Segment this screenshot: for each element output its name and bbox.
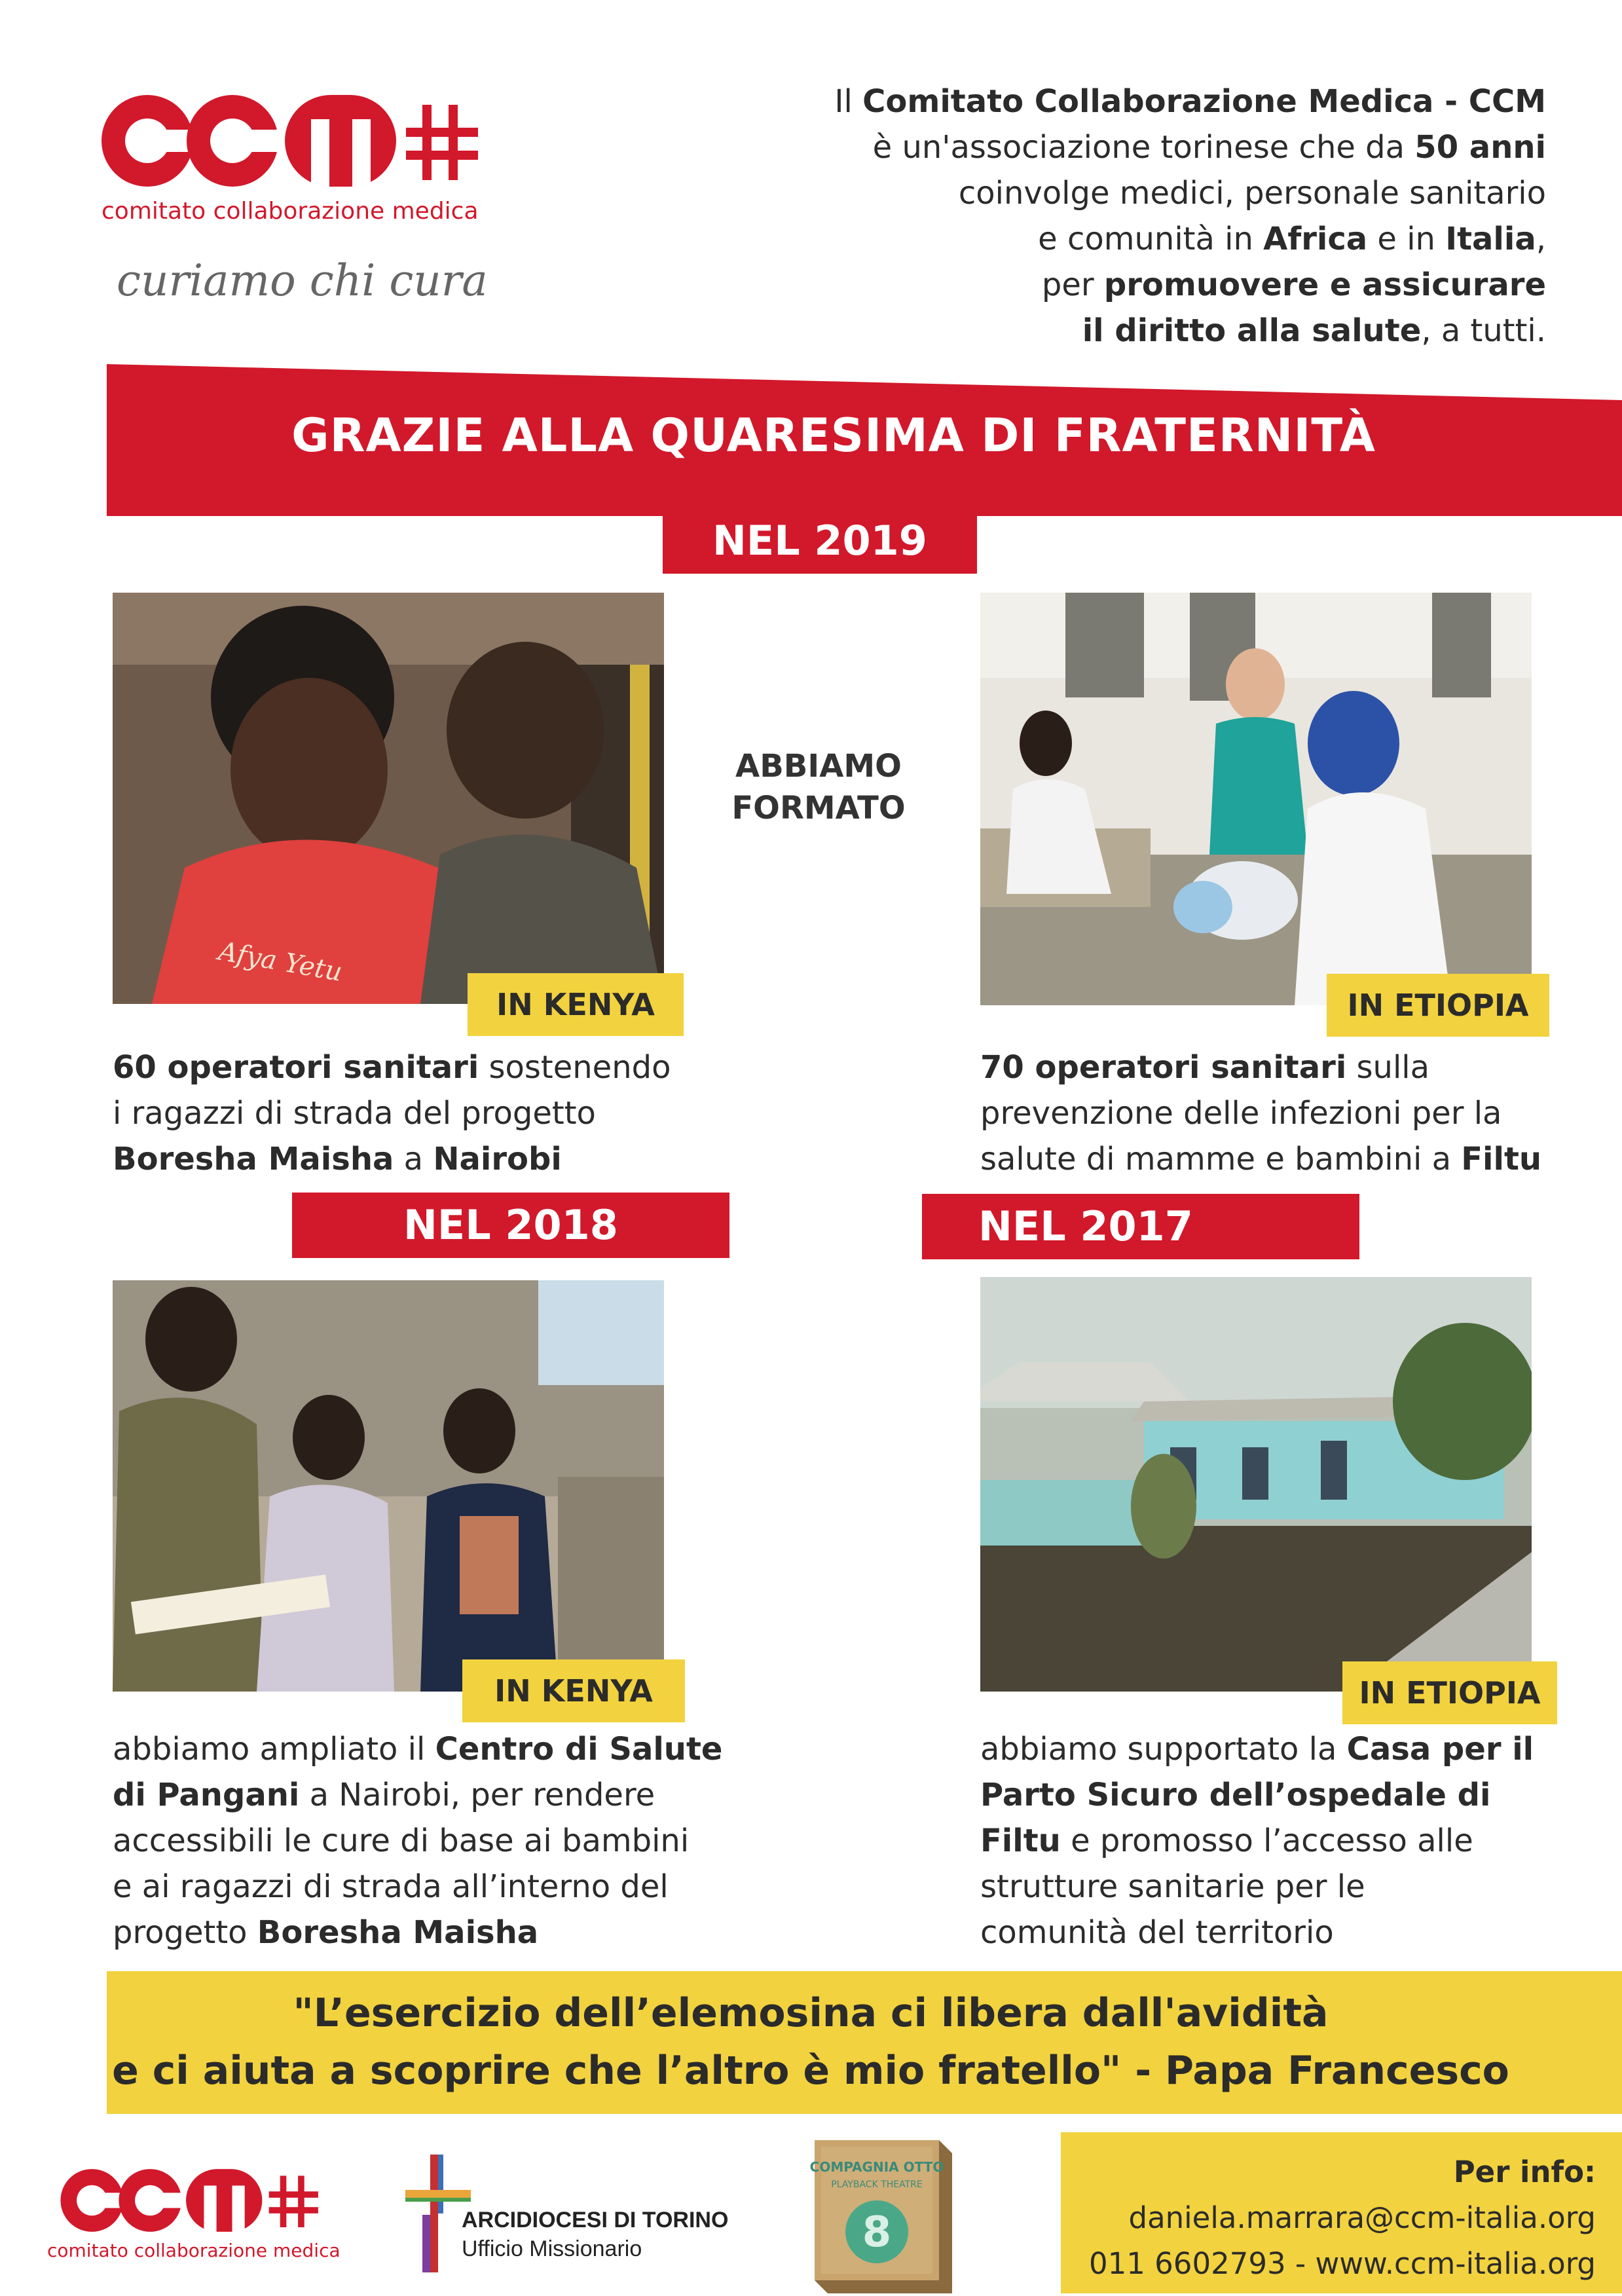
photo-etiopia-2019: [980, 593, 1532, 1005]
desc-kenya-2019: 60 operatori sanitari sostenendo i ragazzi di strada del progetto Boresha Maisha a Nairobi: [113, 1049, 671, 1177]
tagline: curiamo chi cura: [117, 255, 488, 306]
desc-etiopia-2019: 70 operatori sanitari sulla prevenzione delle infezioni per la salute di mamme e bambini a Filtu: [980, 1049, 1542, 1177]
location-tag-kenya-2018: IN KENYA: [462, 1659, 685, 1722]
arcidiocesi-text: ARCIDIOCESI DI TORINO Ufficio Missionario: [462, 2208, 729, 2261]
box-line2: PLAYBACK THEATRE: [831, 2179, 923, 2190]
trained-label: ABBIAMO FORMATO: [731, 748, 906, 826]
main-banner: [107, 364, 1622, 516]
banner-title: GRAZIE ALLA QUARESIMA DI FRATERNITÀ: [291, 409, 1376, 462]
box-number: 8: [862, 2208, 892, 2257]
pope-quote: "L’esercizio dell’elemosina ci libera dall'avidità e ci aiuta a scoprire che l’altro è mio fratello" - Papa Francesco: [112, 1990, 1509, 2094]
year-tag-2018: NEL 2018: [292, 1193, 729, 1258]
box-line1: COMPAGNIA OTTO: [809, 2159, 944, 2175]
photo-kenya-2019: [113, 593, 664, 1004]
photo-kenya-2018: [113, 1280, 664, 1692]
info-title: Per info:: [1453, 2155, 1596, 2189]
year-tag-2019: NEL 2019: [663, 508, 977, 574]
contact-info: [1089, 2149, 1596, 2287]
desc-etiopia-2017: abbiamo supportato la Casa per il Parto Sicuro dell’ospedale di Filtu e promosso l’accesso alle strutture sanitarie per le comunità del territorio: [980, 1731, 1534, 1951]
year-tag-2017: NEL 2017: [922, 1194, 1359, 1259]
photo-etiopia-2017: [980, 1277, 1532, 1692]
intro-text: Il Comitato Collaborazione Medica - CCM è un'associazione torinese che da 50 anni coinvolge medici, personale sanitario e comunità in Africa e in Italia, per promuovere e assicurare il diritto alla salute, a tutti.: [834, 83, 1546, 349]
compagnia-otto-logo: [802, 2134, 959, 2293]
shirt-print: Afya Yetu: [216, 936, 344, 988]
phone-web[interactable]: 011 6602793 - www.ccm-italia.org: [1088, 2246, 1596, 2281]
footer-ccm-caption: comitato collaborazione medica: [47, 2240, 341, 2261]
email-link[interactable]: daniela.marrara@ccm-italia.org: [1128, 2200, 1596, 2235]
logo-caption: comitato collaborazione medica: [101, 198, 479, 225]
location-tag-kenya-2019: IN KENYA: [468, 973, 684, 1036]
desc-kenya-2018: abbiamo ampliato il Centro di Salute di Pangani a Nairobi, per rendere accessibili le cure di base ai bambini e ai ragazzi di strada all’interno del progetto Boresha Maisha: [113, 1731, 723, 1951]
location-tag-etiopia-2019: IN ETIOPIA: [1327, 974, 1549, 1037]
location-tag-etiopia-2017: IN ETIOPIA: [1342, 1661, 1557, 1724]
